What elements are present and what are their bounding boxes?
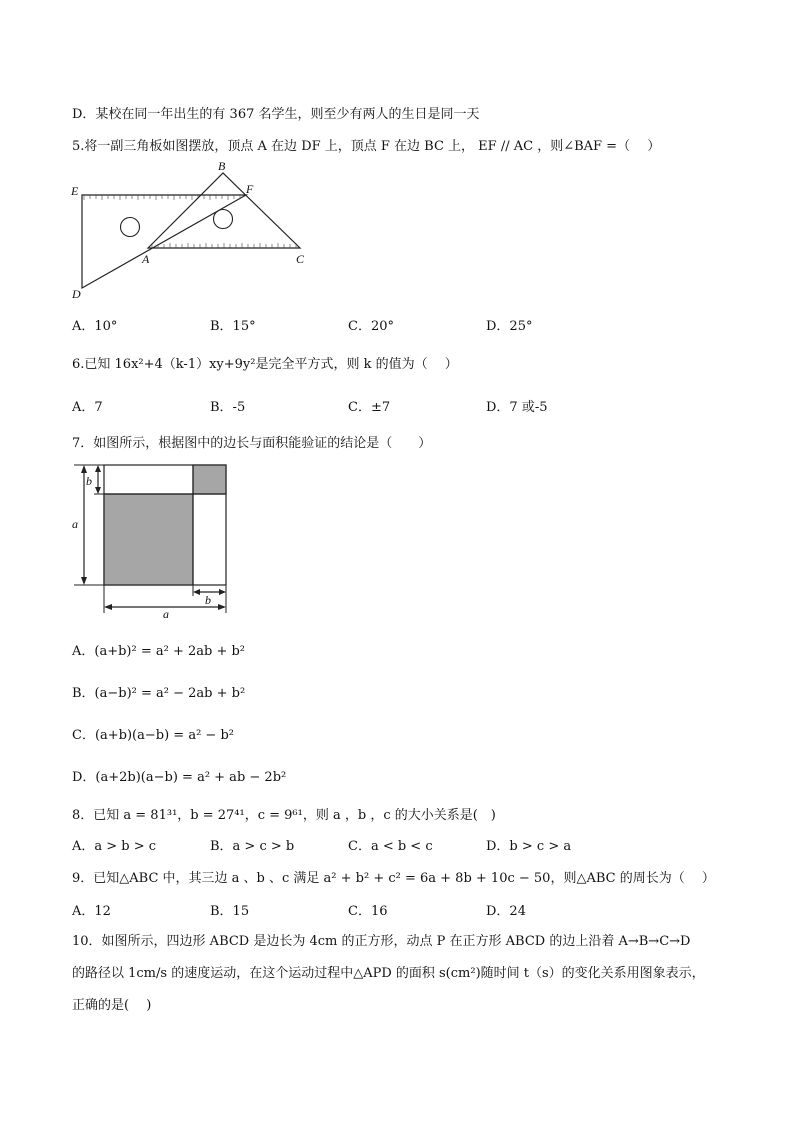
q8-option-d: D．b > c > a	[486, 839, 572, 854]
q7-option-c: C．(a+b)(a−b) = a² − b²	[72, 728, 234, 743]
q9-option-b: B．15	[210, 904, 250, 919]
q7-label-b-left: b	[86, 474, 92, 488]
q10-stem-line-3: 正确的是( )	[72, 998, 152, 1013]
q5-label-d: D	[72, 287, 81, 301]
q6-stem: 6.已知 16x²+4（k-1）xy+9y²是完全平方式，则 k 的值为（ ）	[72, 357, 458, 372]
q5-label-e: E	[71, 184, 79, 198]
q8-option-c: C．a < b < c	[348, 839, 433, 854]
q7-label-a-bottom: a	[163, 607, 169, 621]
q7-figure-square-diagram	[66, 456, 246, 624]
q5-label-b: B	[218, 159, 226, 173]
q7-stem: 7．如图所示，根据图中的边长与面积能验证的结论是（ ）	[72, 436, 432, 451]
q5-label-c: C	[296, 252, 305, 266]
q9-option-c: C．16	[348, 904, 388, 919]
q5-label-a: A	[142, 252, 150, 266]
q8-option-a: A．a > b > c	[72, 839, 157, 854]
q8-stem: 8．已知 a = 81³¹，b = 27⁴¹，c = 9⁶¹，则 a ，b ，c 的大小关系是( )	[72, 808, 496, 823]
q5-option-c: C．20°	[348, 319, 394, 334]
q6-option-b: B．-5	[210, 400, 246, 415]
q5-label-f: F	[246, 182, 254, 196]
q7-option-a: A．(a+b)² = a² + 2ab + b²	[72, 644, 246, 659]
q5-option-b: B．15°	[210, 319, 256, 334]
q5-option-a: A．10°	[72, 319, 118, 334]
q4-option-d: D．某校在同一年出生的有 367 名学生，则至少有两人的生日是同一天	[72, 107, 480, 122]
q8-option-b: B．a > c > b	[210, 839, 295, 854]
q6-option-a: A．7	[72, 400, 103, 415]
q6-option-c: C．±7	[348, 400, 391, 415]
q7-label-b-bottom: b	[205, 593, 211, 607]
q10-stem-line-1: 10．如图所示，四边形 ABCD 是边长为 4cm 的正方形，动点 P 在正方形 ABCD 的边上沿着 A→B→C→D	[72, 934, 691, 949]
q7-label-a-left: a	[72, 517, 78, 531]
q10-stem-line-2: 的路径以 1cm/s 的速度运动，在这个运动过程中△APD 的面积 s(cm²)随时间 t（s）的变化关系用图象表示，	[72, 966, 705, 981]
q7-option-d: D．(a+2b)(a−b) = a² + ab − 2b²	[72, 770, 287, 785]
q9-stem: 9．已知△ABC 中，其三边 a 、b 、c 满足 a² + b² + c² = 6a + 8b + 10c − 50，则△ABC 的周长为（ ）	[72, 871, 715, 886]
q6-option-d: D．7 或-5	[486, 400, 548, 415]
q5-figure-triangle-rulers	[60, 155, 330, 305]
q5-stem: 5.将一副三角板如图摆放，顶点 A 在边 DF 上，顶点 F 在边 BC 上， EF // AC ，则∠BAF =（ ）	[72, 139, 661, 154]
q9-option-a: A．12	[72, 904, 111, 919]
q7-option-b: B．(a−b)² = a² − 2ab + b²	[72, 686, 246, 701]
q5-option-d: D．25°	[486, 319, 533, 334]
q9-option-d: D．24	[486, 904, 526, 919]
